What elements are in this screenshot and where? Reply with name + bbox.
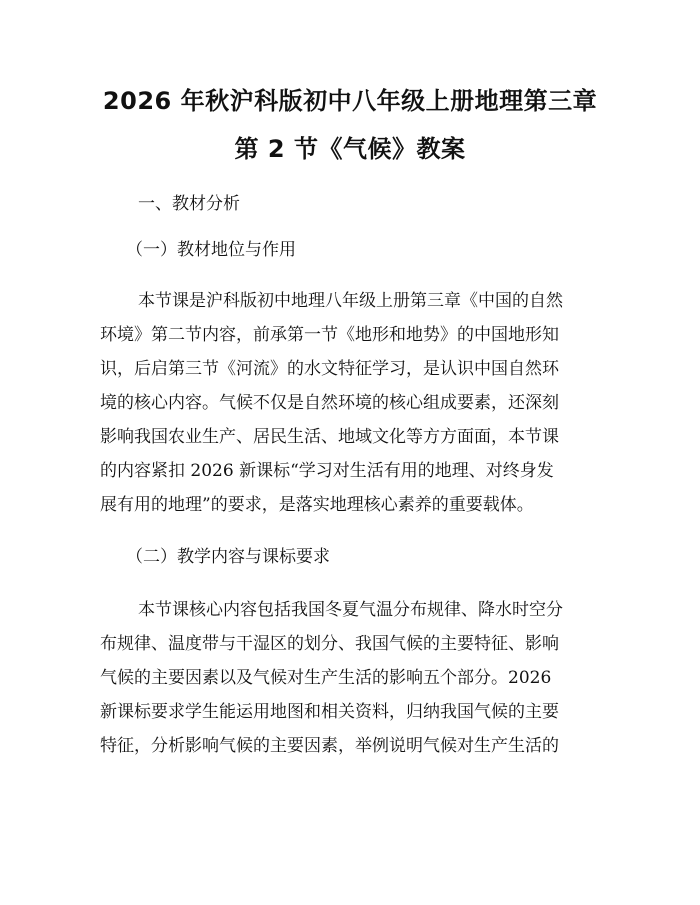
paragraph-line: 特征，分析影响气候的主要因素，举例说明气候对生产生活的 [100, 736, 559, 756]
paragraph-content-and-standards [100, 593, 605, 763]
paragraph-line: 影响我国农业生产、居民生活、地域文化等方方面面，本节课 [100, 427, 559, 447]
document-title-line-2: 第 2 节《气候》教案 [234, 135, 466, 163]
paragraph-line: 气候的主要因素以及气候对生产生活的影响五个部分。2026 [100, 668, 552, 688]
paragraph-line: 环境》第二节内容，前承第一节《地形和地势》的中国地形知 [100, 325, 559, 345]
paragraph-line: 的内容紧扣 2026 新课标“学习对生活有用的地理、对终身发 [100, 461, 554, 481]
document-title-line-1: 2026 年秋沪科版初中八年级上册地理第三章 [102, 87, 598, 115]
paragraph-line: 境的核心内容。气候不仅是自然环境的核心组成要素，还深刻 [100, 393, 559, 413]
subsection-heading-content-and-standards: （二）教学内容与课标要求 [126, 547, 330, 567]
paragraph-line: 本节课核心内容包括我国冬夏气温分布规律、降水时空分 [138, 600, 563, 620]
subsection-heading-status-and-role: （一）教材地位与作用 [126, 240, 296, 260]
section-heading-textbook-analysis: 一、教材分析 [138, 194, 240, 214]
paragraph-line: 布规律、温度带与干湿区的划分、我国气候的主要特征、影响 [100, 634, 559, 654]
paragraph-status-and-role [100, 284, 605, 522]
paragraph-line: 识，后启第三节《河流》的水文特征学习，是认识中国自然环 [100, 359, 559, 379]
paragraph-line: 展有用的地理”的要求，是落实地理核心素养的重要载体。 [100, 495, 534, 515]
paragraph-line: 新课标要求学生能运用地图和相关资料，归纳我国气候的主要 [100, 702, 559, 722]
paragraph-line: 本节课是沪科版初中地理八年级上册第三章《中国的自然 [138, 291, 563, 311]
